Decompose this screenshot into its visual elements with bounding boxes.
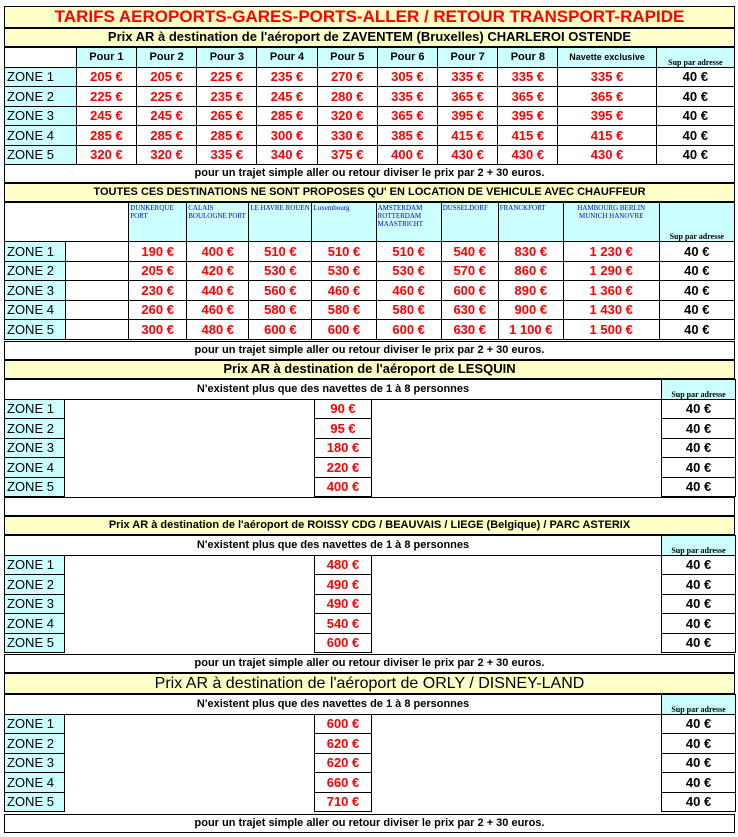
zone-label: ZONE 5 — [5, 792, 65, 812]
zone-label: ZONE 2 — [5, 575, 65, 595]
price-cell: 365 € — [498, 87, 558, 107]
price-cell: 1 430 € — [563, 300, 659, 320]
orly-header-row — [5, 695, 736, 715]
price-cell: 400 € — [377, 145, 437, 165]
price-cell: 540 € — [315, 614, 372, 634]
price-cell: 580 € — [249, 300, 312, 320]
zone-row — [5, 281, 735, 301]
empty-cell — [372, 773, 662, 793]
price-cell: 430 € — [498, 145, 558, 165]
zone-row — [5, 67, 735, 87]
empty-cell — [66, 242, 129, 262]
price-cell: 335 € — [377, 87, 437, 107]
sup-value: 40 € — [662, 773, 736, 793]
empty-cell — [372, 575, 662, 595]
zone-label: ZONE 3 — [5, 438, 65, 458]
price-cell: 330 € — [317, 126, 377, 146]
price-cell: 900 € — [498, 300, 563, 320]
price-cell: 600 € — [441, 281, 498, 301]
zone-label: ZONE 3 — [5, 594, 65, 614]
zone-row — [5, 792, 736, 812]
zone-row — [5, 399, 736, 419]
price-cell: 245 € — [137, 106, 197, 126]
zone-row — [5, 753, 736, 773]
sup-value: 40 € — [662, 792, 736, 812]
empty-cell — [65, 614, 315, 634]
empty-cell — [65, 555, 315, 575]
zone-row — [5, 734, 736, 754]
roissy-heading: Prix AR à destination de l'aéroport de ROISSY CDG / BEAUVAIS / LIEGE (Belgique) / PARC ASTERIX — [4, 516, 735, 535]
empty-cell — [372, 438, 662, 458]
zone-label: ZONE 4 — [5, 773, 65, 793]
column-header: Pour 6 — [377, 48, 437, 68]
price-cell: 660 € — [315, 773, 372, 793]
empty-cell — [372, 419, 662, 439]
price-cell: 400 € — [187, 242, 249, 262]
city-header: AMSTERDAM ROTTERDAM MAASTRICHT — [376, 203, 441, 242]
price-cell: 375 € — [317, 145, 377, 165]
zone-label: ZONE 1 — [5, 399, 65, 419]
empty-cell — [65, 753, 315, 773]
single-trip-note: pour un trajet simple aller ou retour diviser le prix par 2 + 30 euros. — [4, 164, 735, 183]
price-cell: 430 € — [438, 145, 498, 165]
price-cell: 230 € — [129, 281, 187, 301]
price-cell: 395 € — [498, 106, 558, 126]
city-header: HAMBOURG BERLIN MUNICH HANOVRE — [563, 203, 659, 242]
sup-header: Sup par adresse — [662, 536, 736, 556]
sup-header: Sup par adresse — [662, 695, 736, 715]
price-cell: 415 € — [498, 126, 558, 146]
zone-label: ZONE 1 — [5, 714, 65, 734]
lesquin-header-row — [5, 380, 736, 400]
sup-header: Sup par adresse — [656, 48, 734, 68]
zone-row — [5, 419, 736, 439]
spacer-row — [4, 497, 735, 516]
price-cell: 860 € — [498, 261, 563, 281]
empty-cell — [372, 555, 662, 575]
single-trip-note: pour un trajet simple aller ou retour diviser le prix par 2 + 30 euros. — [4, 654, 735, 673]
price-cell: 300 € — [129, 320, 187, 340]
price-cell: 630 € — [441, 320, 498, 340]
sup-value: 40 € — [662, 458, 736, 478]
zone-label: ZONE 4 — [5, 126, 77, 146]
navette-note: N'existent plus que des navettes de 1 à 8 personnes — [5, 380, 662, 400]
empty-cell — [66, 320, 129, 340]
empty-cell — [372, 458, 662, 478]
price-cell: 710 € — [315, 792, 372, 812]
price-cell: 285 € — [257, 106, 317, 126]
column-header: Pour 8 — [498, 48, 558, 68]
sup-value: 40 € — [662, 477, 736, 497]
price-cell: 460 € — [376, 281, 441, 301]
zone-label: ZONE 4 — [5, 614, 65, 634]
price-cell: 620 € — [315, 734, 372, 754]
city-header: LE HAVRE ROUEN — [249, 203, 312, 242]
price-cell: 1 230 € — [563, 242, 659, 262]
sup-value: 40 € — [659, 281, 734, 301]
zone-row — [5, 458, 736, 478]
zone-label: ZONE 2 — [5, 87, 77, 107]
column-header: Pour 5 — [317, 48, 377, 68]
price-cell: 415 € — [558, 126, 656, 146]
zone-label: ZONE 1 — [5, 67, 77, 87]
zone-row — [5, 300, 735, 320]
price-cell: 530 € — [312, 261, 376, 281]
zone-label: ZONE 1 — [5, 555, 65, 575]
navette-note: N'existent plus que des navettes de 1 à 8 personnes — [5, 695, 662, 715]
empty-cell — [65, 773, 315, 793]
price-cell: 205 € — [76, 67, 136, 87]
price-cell: 180 € — [315, 438, 372, 458]
zaventem-table — [4, 47, 735, 165]
price-cell: 265 € — [197, 106, 257, 126]
column-header: Pour 7 — [438, 48, 498, 68]
price-cell: 580 € — [312, 300, 376, 320]
sup-value: 40 € — [662, 753, 736, 773]
price-cell: 205 € — [129, 261, 187, 281]
zone-label: ZONE 3 — [5, 281, 66, 301]
sup-value: 40 € — [662, 734, 736, 754]
price-cell: 335 € — [498, 67, 558, 87]
price-cell: 530 € — [376, 261, 441, 281]
price-cell: 490 € — [315, 594, 372, 614]
empty-cell — [372, 792, 662, 812]
sup-header: Sup par adresse — [662, 380, 736, 400]
price-cell: 460 € — [312, 281, 376, 301]
lesquin-table — [4, 379, 736, 497]
zone-label: ZONE 2 — [5, 734, 65, 754]
corner-cell — [5, 203, 129, 242]
price-cell: 395 € — [438, 106, 498, 126]
zone-row — [5, 477, 736, 497]
sup-value: 40 € — [659, 300, 734, 320]
price-cell: 420 € — [187, 261, 249, 281]
single-trip-note: pour un trajet simple aller ou retour diviser le prix par 2 + 30 euros. — [4, 341, 735, 360]
empty-cell — [65, 419, 315, 439]
empty-cell — [372, 734, 662, 754]
sup-value: 40 € — [662, 614, 736, 634]
chauffeur-table — [4, 202, 735, 340]
price-cell: 510 € — [376, 242, 441, 262]
price-cell: 400 € — [315, 477, 372, 497]
zone-label: ZONE 2 — [5, 261, 66, 281]
price-cell: 510 € — [249, 242, 312, 262]
sup-value: 40 € — [662, 575, 736, 595]
sup-value: 40 € — [662, 399, 736, 419]
price-cell: 280 € — [317, 87, 377, 107]
price-cell: 600 € — [249, 320, 312, 340]
price-cell: 460 € — [187, 300, 249, 320]
zone-label: ZONE 2 — [5, 419, 65, 439]
price-cell: 365 € — [558, 87, 656, 107]
column-header: Pour 1 — [76, 48, 136, 68]
price-cell: 480 € — [315, 555, 372, 575]
corner-cell — [5, 48, 77, 68]
sup-value: 40 € — [656, 106, 734, 126]
sup-value: 40 € — [659, 320, 734, 340]
zone-row — [5, 714, 736, 734]
price-cell: 285 € — [137, 126, 197, 146]
zone-row — [5, 555, 736, 575]
sup-value: 40 € — [656, 87, 734, 107]
price-cell: 285 € — [76, 126, 136, 146]
zone-row — [5, 320, 735, 340]
column-header: Pour 3 — [197, 48, 257, 68]
empty-cell — [372, 633, 662, 653]
price-cell: 220 € — [315, 458, 372, 478]
price-cell: 335 € — [558, 67, 656, 87]
price-cell: 90 € — [315, 399, 372, 419]
empty-cell — [65, 477, 315, 497]
zone-label: ZONE 5 — [5, 145, 77, 165]
zone-row — [5, 242, 735, 262]
price-cell: 570 € — [441, 261, 498, 281]
empty-cell — [372, 614, 662, 634]
price-cell: 1 100 € — [498, 320, 563, 340]
empty-cell — [65, 575, 315, 595]
price-cell: 430 € — [558, 145, 656, 165]
price-cell: 490 € — [315, 575, 372, 595]
empty-cell — [66, 261, 129, 281]
page-title: TARIFS AEROPORTS-GARES-PORTS-ALLER / RETOUR TRANSPORT-RAPIDE — [4, 6, 735, 28]
price-cell: 530 € — [249, 261, 312, 281]
price-cell: 245 € — [257, 87, 317, 107]
price-cell: 365 € — [377, 106, 437, 126]
zaventem-header-row — [5, 48, 735, 68]
roissy-header-row — [5, 536, 736, 556]
single-trip-note: pour un trajet simple aller ou retour diviser le prix par 2 + 30 euros. — [4, 814, 735, 833]
price-cell: 320 € — [76, 145, 136, 165]
city-header: DUNKERQUE PORT — [129, 203, 187, 242]
roissy-table — [4, 535, 736, 653]
price-cell: 440 € — [187, 281, 249, 301]
zone-label: ZONE 5 — [5, 633, 65, 653]
zone-label: ZONE 5 — [5, 477, 65, 497]
price-cell: 270 € — [317, 67, 377, 87]
price-cell: 235 € — [197, 87, 257, 107]
price-cell: 225 € — [197, 67, 257, 87]
zone-row — [5, 106, 735, 126]
zone-label: ZONE 3 — [5, 106, 77, 126]
zone-label: ZONE 3 — [5, 753, 65, 773]
orly-table — [4, 694, 736, 812]
price-cell: 95 € — [315, 419, 372, 439]
empty-cell — [65, 438, 315, 458]
column-header: Pour 4 — [257, 48, 317, 68]
sup-value: 40 € — [662, 594, 736, 614]
empty-cell — [372, 753, 662, 773]
price-cell: 560 € — [249, 281, 312, 301]
price-cell: 300 € — [257, 126, 317, 146]
price-cell: 320 € — [137, 145, 197, 165]
zone-label: ZONE 4 — [5, 458, 65, 478]
price-cell: 235 € — [257, 67, 317, 87]
zone-row — [5, 575, 736, 595]
sup-value: 40 € — [656, 67, 734, 87]
price-cell: 540 € — [441, 242, 498, 262]
zone-row — [5, 438, 736, 458]
price-cell: 510 € — [312, 242, 376, 262]
city-header: FRANCKFORT — [498, 203, 563, 242]
price-cell: 600 € — [315, 633, 372, 653]
empty-cell — [372, 714, 662, 734]
empty-cell — [66, 300, 129, 320]
zaventem-heading: Prix AR à destination de l'aéroport de ZAVENTEM (Bruxelles) CHARLEROI OSTENDE — [4, 28, 735, 47]
price-cell: 365 € — [438, 87, 498, 107]
zone-row — [5, 126, 735, 146]
price-cell: 600 € — [312, 320, 376, 340]
empty-cell — [65, 594, 315, 614]
sup-value: 40 € — [662, 633, 736, 653]
price-cell: 340 € — [257, 145, 317, 165]
sup-value: 40 € — [659, 242, 734, 262]
sup-header: Sup par adresse — [659, 203, 734, 242]
price-cell: 285 € — [197, 126, 257, 146]
price-cell: 1 500 € — [563, 320, 659, 340]
chauffeur-header-row — [5, 203, 735, 242]
zone-row — [5, 594, 736, 614]
empty-cell — [65, 792, 315, 812]
price-cell: 335 € — [197, 145, 257, 165]
sup-value: 40 € — [662, 555, 736, 575]
city-header: DUSSELDORF — [441, 203, 498, 242]
price-cell: 335 € — [438, 67, 498, 87]
zone-row — [5, 614, 736, 634]
price-cell: 1 360 € — [563, 281, 659, 301]
price-cell: 190 € — [129, 242, 187, 262]
price-cell: 305 € — [377, 67, 437, 87]
empty-cell — [372, 594, 662, 614]
empty-cell — [372, 399, 662, 419]
zone-label: ZONE 4 — [5, 300, 66, 320]
price-cell: 830 € — [498, 242, 563, 262]
price-cell: 320 € — [317, 106, 377, 126]
sup-value: 40 € — [659, 261, 734, 281]
price-cell: 480 € — [187, 320, 249, 340]
sup-value: 40 € — [662, 438, 736, 458]
empty-cell — [65, 458, 315, 478]
navette-note: N'existent plus que des navettes de 1 à 8 personnes — [5, 536, 662, 556]
price-cell: 205 € — [137, 67, 197, 87]
price-cell: 1 290 € — [563, 261, 659, 281]
price-cell: 245 € — [76, 106, 136, 126]
column-header: Navette exclusive — [558, 48, 656, 68]
orly-heading: Prix AR à destination de l'aéroport de ORLY / DISNEY-LAND — [4, 673, 735, 694]
zone-row — [5, 145, 735, 165]
zone-label: ZONE 1 — [5, 242, 66, 262]
price-cell: 225 € — [137, 87, 197, 107]
price-cell: 225 € — [76, 87, 136, 107]
column-header: Pour 2 — [137, 48, 197, 68]
price-cell: 630 € — [441, 300, 498, 320]
price-cell: 890 € — [498, 281, 563, 301]
sup-value: 40 € — [656, 145, 734, 165]
sup-value: 40 € — [662, 714, 736, 734]
city-header: Luxembourg — [312, 203, 376, 242]
empty-cell — [372, 477, 662, 497]
empty-cell — [66, 281, 129, 301]
chauffeur-heading: TOUTES CES DESTINATIONS NE SONT PROPOSES QU' EN LOCATION DE VEHICULE AVEC CHAUFFEUR — [4, 183, 735, 202]
city-header: CALAIS BOULOGNE PORT — [187, 203, 249, 242]
price-cell: 415 € — [438, 126, 498, 146]
lesquin-heading: Prix AR à destination de l'aéroport de LESQUIN — [4, 360, 735, 379]
empty-cell — [65, 399, 315, 419]
zone-row — [5, 633, 736, 653]
price-cell: 395 € — [558, 106, 656, 126]
sup-value: 40 € — [656, 126, 734, 146]
price-cell: 600 € — [376, 320, 441, 340]
price-cell: 580 € — [376, 300, 441, 320]
zone-row — [5, 773, 736, 793]
price-cell: 385 € — [377, 126, 437, 146]
empty-cell — [65, 734, 315, 754]
zone-row — [5, 261, 735, 281]
price-cell: 620 € — [315, 753, 372, 773]
sup-value: 40 € — [662, 419, 736, 439]
empty-cell — [65, 714, 315, 734]
price-cell: 260 € — [129, 300, 187, 320]
price-cell: 600 € — [315, 714, 372, 734]
zone-label: ZONE 5 — [5, 320, 66, 340]
empty-cell — [65, 633, 315, 653]
zone-row — [5, 87, 735, 107]
